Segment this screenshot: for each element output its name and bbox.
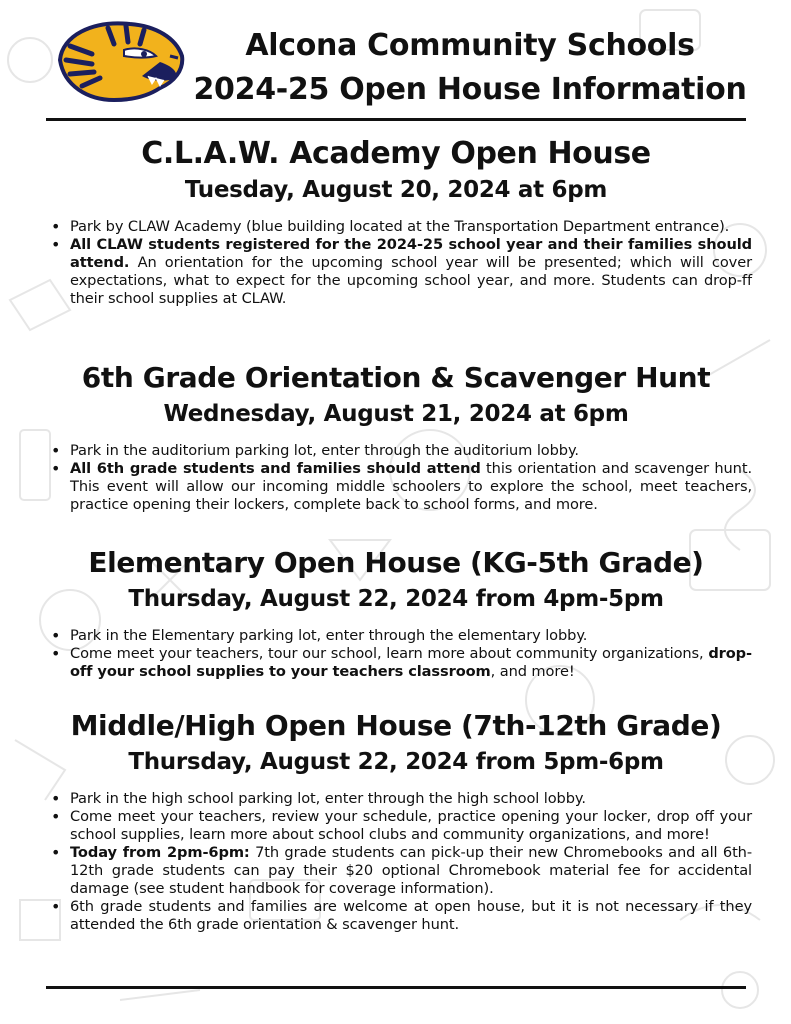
top-divider bbox=[46, 118, 746, 121]
section-title: Elementary Open House (KG-5th Grade) bbox=[88, 546, 704, 579]
list-item: • Come meet your teachers, review your schedule, practice opening your locker, drop off your school supplies, learn more about school clubs and community organizations, and more! bbox=[48, 808, 752, 844]
section-title: C.L.A.W. Academy Open House bbox=[141, 136, 651, 171]
list-item: • Park by CLAW Academy (blue building located at the Transportation Department entrance). bbox=[48, 218, 752, 236]
section-date: Tuesday, August 20, 2024 at 6pm bbox=[184, 177, 608, 203]
bullet-list bbox=[48, 627, 752, 681]
tiger-mascot-icon bbox=[52, 16, 188, 104]
title-line-1: Alcona Community Schools bbox=[245, 28, 695, 63]
list-item: • 6th grade students and families are welcome at open house, but it is not necessary if they attended the 6th grade orientation & scavenger hunt. bbox=[48, 898, 752, 934]
list-item: • Park in the Elementary parking lot, enter through the elementary lobby. bbox=[48, 627, 752, 645]
list-item: • Park in the auditorium parking lot, enter through the auditorium lobby. bbox=[48, 442, 752, 460]
list-item: • Today from 2pm-6pm: 7th grade students can pick-up their new Chromebooks and all 6th-12th grade students can pay their $20 optional Chromebook material fee for accidental damage (see student handbook for coverage information). bbox=[48, 844, 752, 898]
section-date: Wednesday, August 21, 2024 at 6pm bbox=[163, 401, 629, 427]
claw-academy-section bbox=[40, 134, 752, 308]
list-item: • Come meet your teachers, tour our school, learn more about community organizations, drop-off your school supplies to your teachers classroom, and more! bbox=[48, 645, 752, 681]
section-date: Thursday, August 22, 2024 from 5pm-6pm bbox=[128, 749, 664, 775]
bullet-list bbox=[48, 790, 752, 934]
list-item: • All 6th grade students and families should attend this orientation and scavenger hunt. This event will allow our incoming middle schoolers to explore the school, meet teachers, practice opening their lockers, complete back to school forms, and more. bbox=[48, 460, 752, 514]
list-item: • All CLAW students registered for the 2024-25 school year and their families should attend. An orientation for the upcoming school year will be presented; which will cover expectations, what to expect for the upcoming school year, and more. Students can drop-ff their school supplies at CLAW. bbox=[48, 236, 752, 308]
bottom-divider bbox=[46, 986, 746, 989]
section-title: Middle/High Open House (7th-12th Grade) bbox=[70, 709, 722, 742]
title-line-2: 2024-25 Open House Information bbox=[193, 72, 747, 107]
section-date: Thursday, August 22, 2024 from 4pm-5pm bbox=[128, 586, 664, 612]
list-item: • Park in the high school parking lot, enter through the high school lobby. bbox=[48, 790, 752, 808]
bullet-list bbox=[48, 442, 752, 514]
middle-high-section bbox=[40, 706, 752, 934]
sixth-grade-section bbox=[40, 358, 752, 514]
elementary-section bbox=[40, 543, 752, 681]
section-title: 6th Grade Orientation & Scavenger Hunt bbox=[81, 361, 711, 394]
bullet-list bbox=[48, 218, 752, 308]
page-title bbox=[180, 24, 760, 112]
